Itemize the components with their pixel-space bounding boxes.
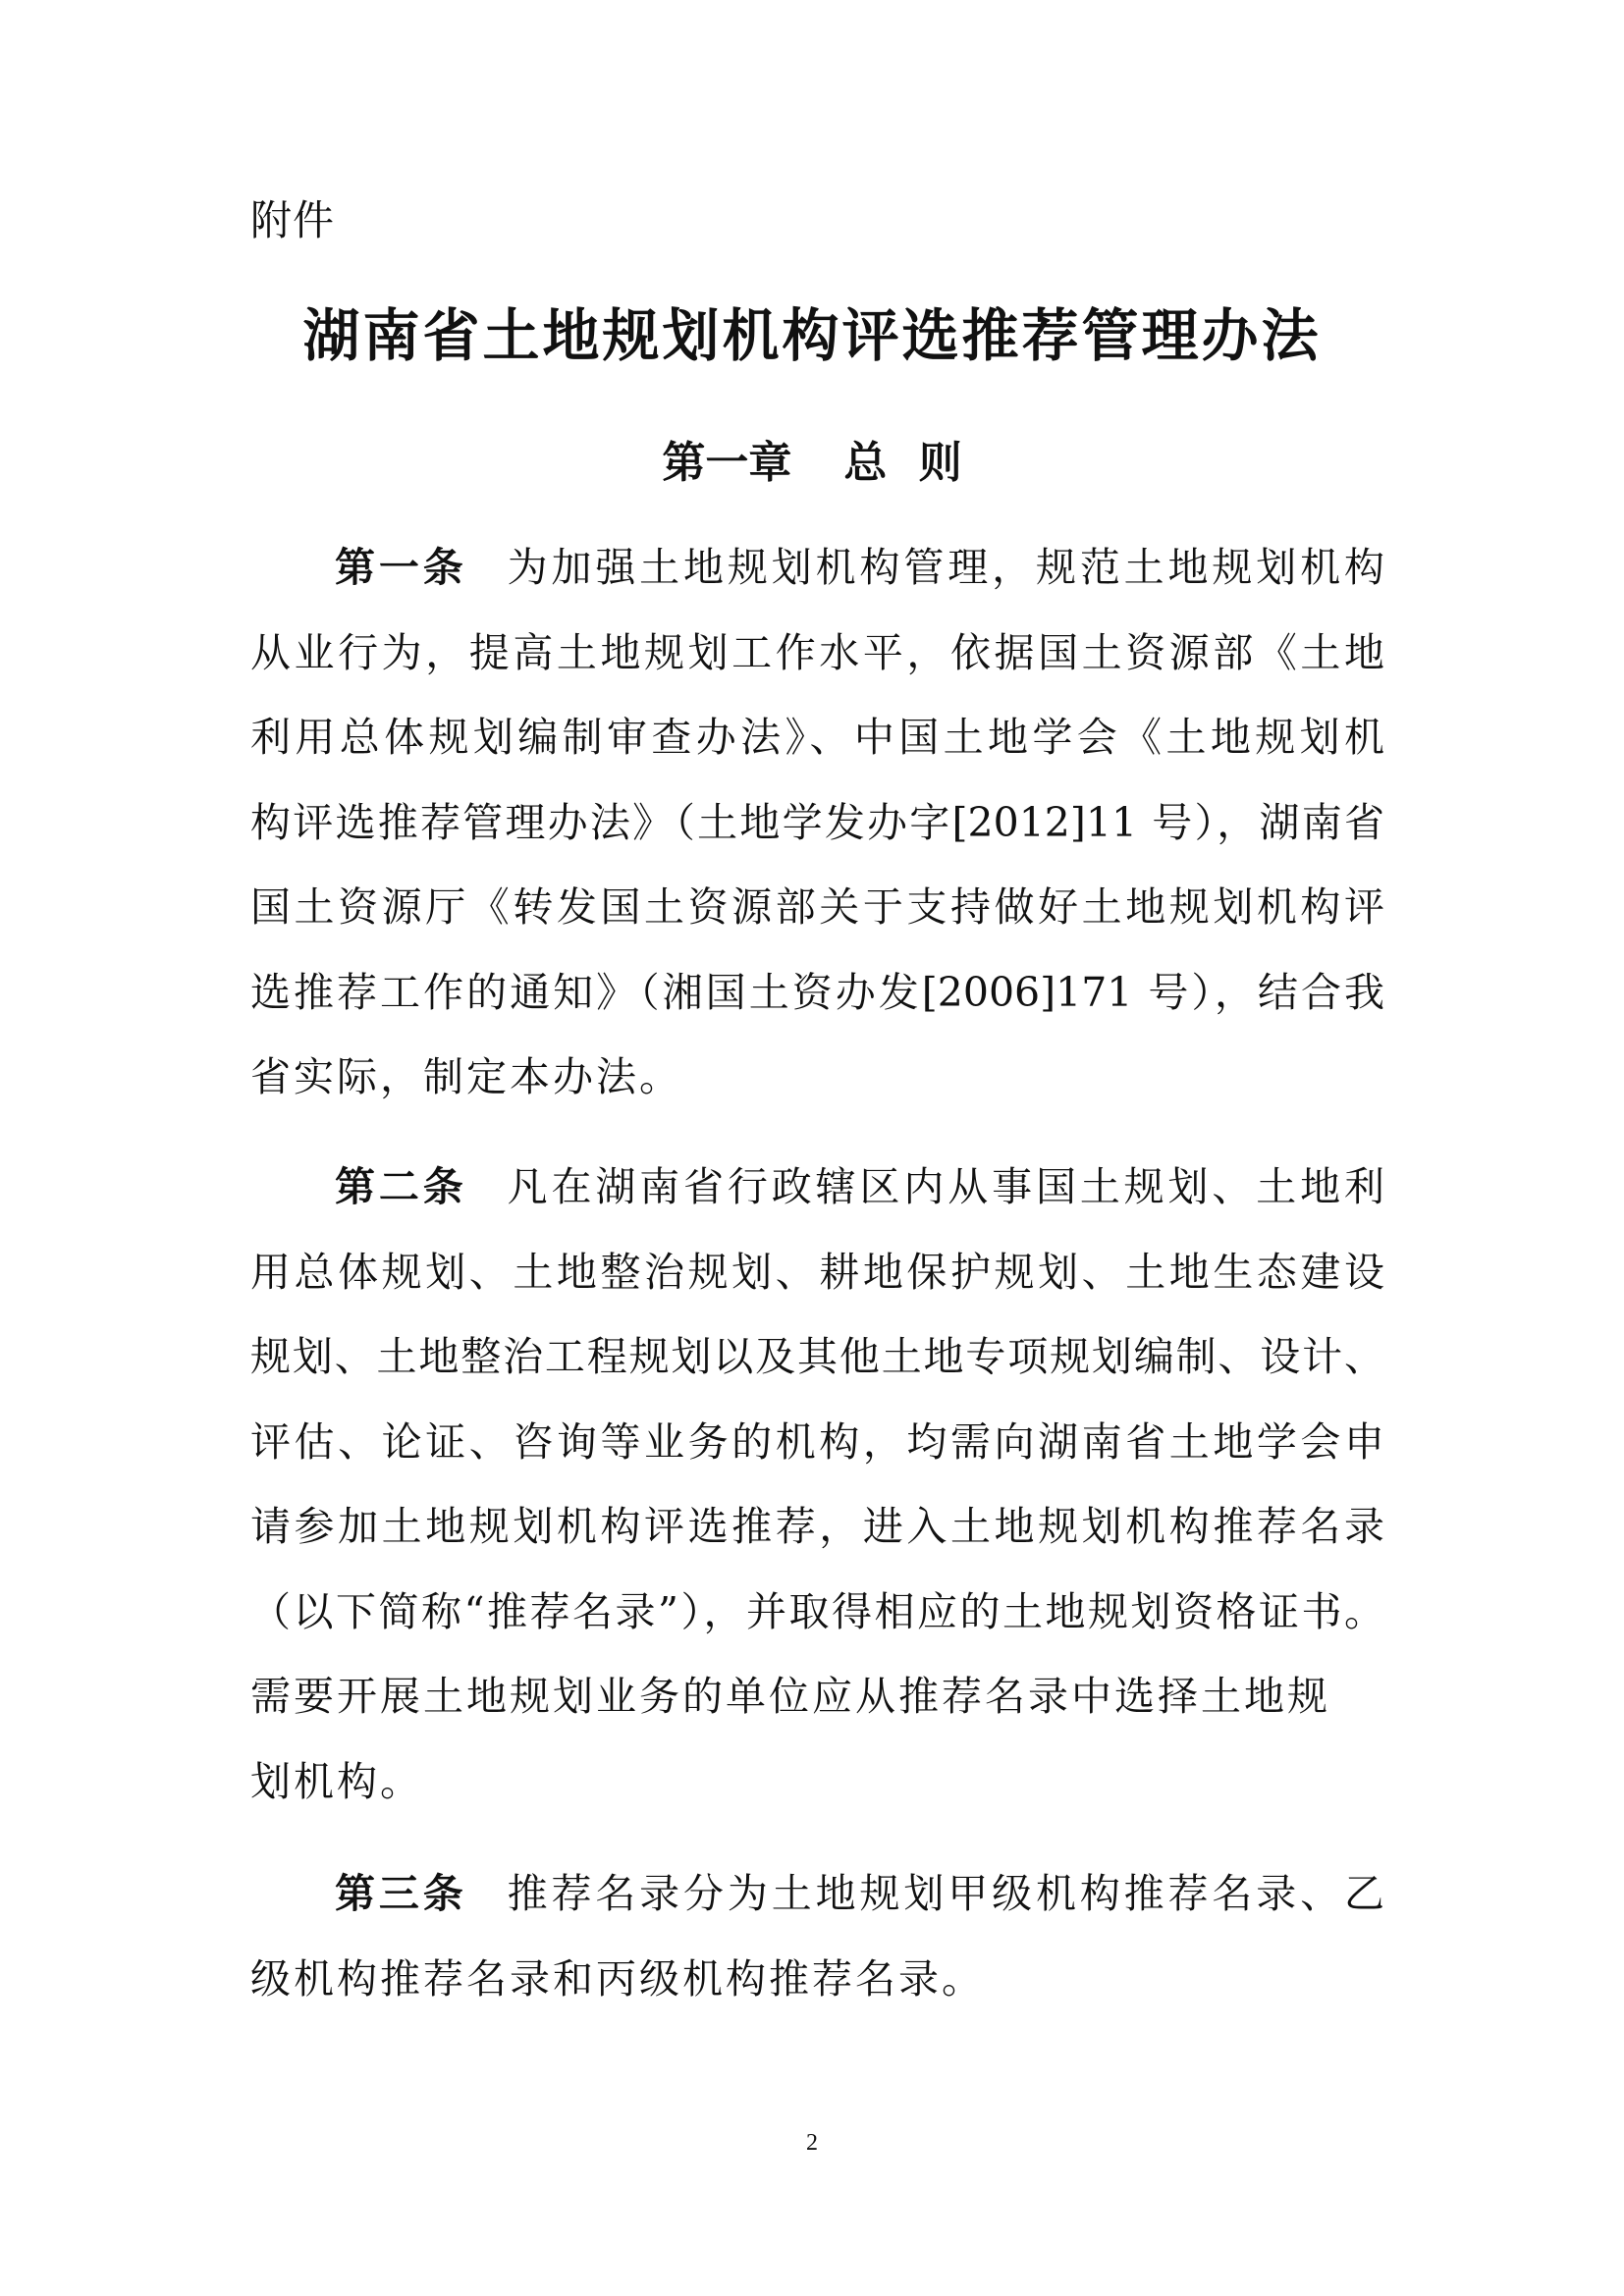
article-line: 利用总体规划编制审查办法》、中国土地学会《土地规划机 (250, 714, 1384, 761)
article-label: 第二条 (335, 1163, 467, 1210)
article-label: 第一条 (335, 544, 467, 591)
article-line: 评估、论证、咨询等业务的机构，均需向湖南省土地学会申 (250, 1417, 1384, 1466)
article-first-line (250, 1851, 1384, 1937)
article-3 (250, 1851, 1384, 2021)
article-line: 省实际，制定本办法。 (250, 1053, 682, 1100)
article-line: 选推荐工作的通知》（湘国土资办发[2006]171 号），结合我 (250, 968, 1384, 1016)
article-first-line (250, 1145, 1384, 1230)
article-line: 规划、土地整治工程规划以及其他土地专项规划编制、设计、 (250, 1333, 1384, 1380)
article-first-line-text: 凡在湖南省行政辖区内从事国土规划、土地利 (507, 1163, 1385, 1210)
article-first-line-text: 推荐名录分为土地规划甲级机构推荐名录、乙 (507, 1870, 1385, 1917)
article-line: （以下简称“推荐名录”），并取得相应的土地规划资格证书。 (250, 1587, 1384, 1635)
article-line: 国土资源厅《转发国土资源部关于支持做好土地规划机构评 (250, 883, 1384, 931)
article-label: 第三条 (335, 1870, 467, 1917)
chapter-heading (0, 436, 1624, 491)
article-first-line-text: 为加强土地规划机构管理，规范土地规划机构 (507, 544, 1385, 591)
document-title: 湖南省土地规划机构评选推荐管理办法 (302, 302, 1322, 369)
article-line: 级机构推荐名录和丙级机构推荐名录。 (250, 1954, 985, 2002)
article-line: 从业行为，提高土地规划工作水平，依据国土资源部《土地 (250, 628, 1384, 676)
article-1 (250, 525, 1384, 1120)
page-number: 2 (806, 2130, 818, 2156)
chapter-title: 总 则 (843, 438, 962, 488)
article-line: 请参加土地规划机构评选推荐，进入土地规划机构推荐名录 (250, 1503, 1384, 1550)
article-line: 划机构。 (250, 1757, 423, 1805)
article-first-line (250, 525, 1384, 611)
article-2 (250, 1145, 1384, 1824)
article-line: 构评选推荐管理办法》（土地学发办字[2012]11 号），湖南省 (250, 798, 1384, 846)
article-line: 需要开展土地规划业务的单位应从推荐名录中选择土地规 (250, 1673, 1330, 1720)
chapter-number: 第一章 (662, 438, 792, 488)
attachment-label: 附件 (250, 196, 336, 244)
article-line: 用总体规划、土地整治规划、耕地保护规划、土地生态建设 (250, 1248, 1384, 1296)
